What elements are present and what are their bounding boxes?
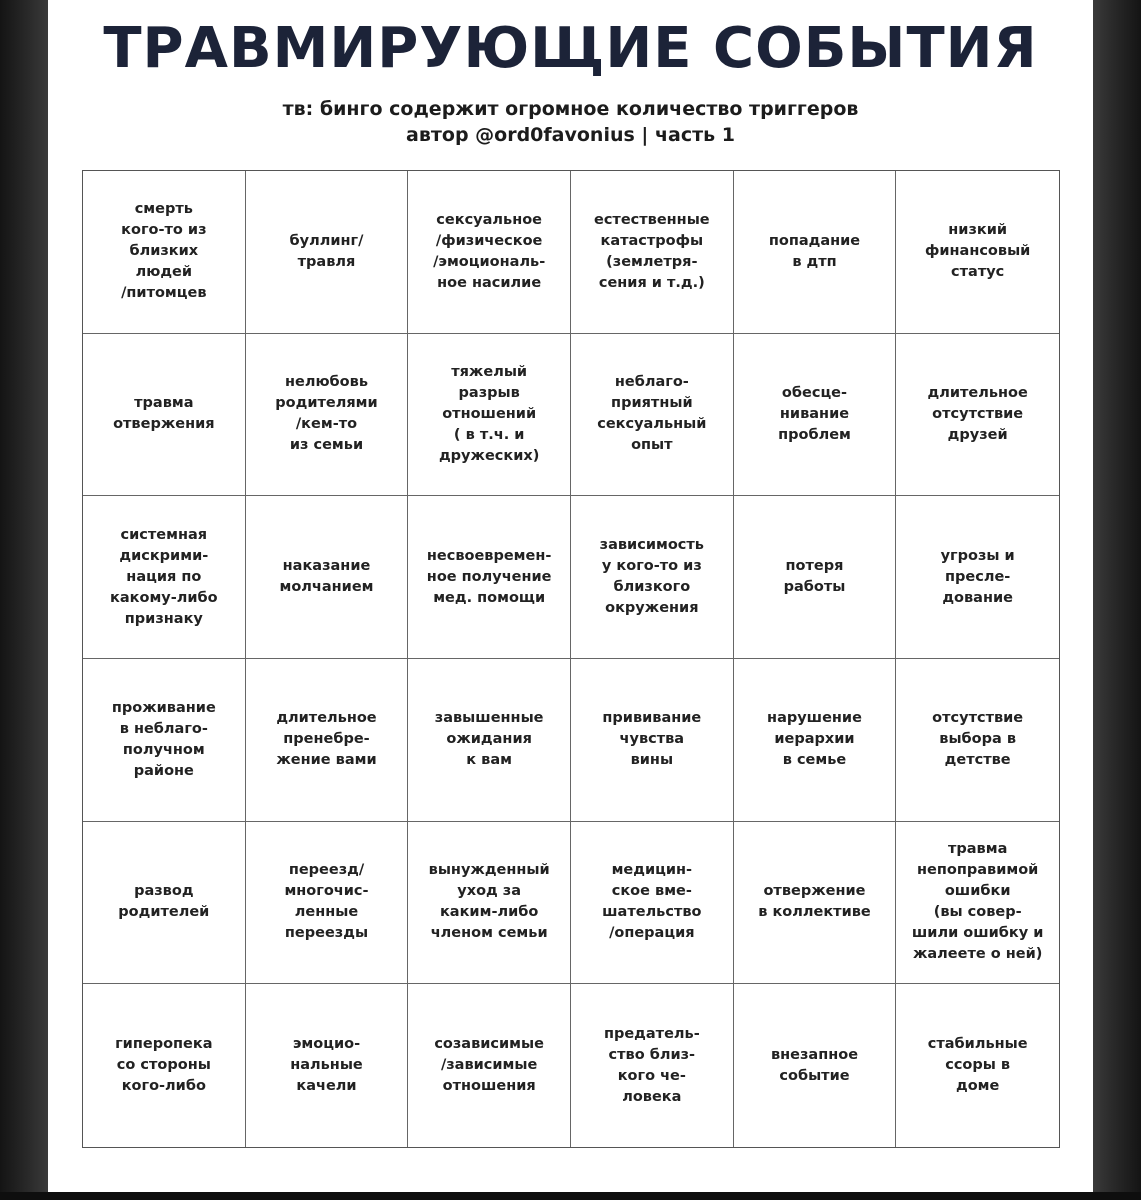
page-title: ТРАВМИРУЮЩИЕ СОБЫТИЯ — [103, 16, 1038, 81]
bingo-cell-r1-c3[interactable]: сексуальное /физическое /эмоциональ- ное насилие — [408, 171, 571, 334]
bingo-cell-r4-c5[interactable]: нарушение иерархии в семье — [734, 659, 897, 822]
bingo-cell-r3-c4[interactable]: зависимость у кого-то из близкого окружения — [571, 496, 734, 659]
bingo-cell-r5-c1[interactable]: развод родителей — [83, 822, 246, 985]
trigger-warning: тв: бинго содержит огромное количество триггеров — [282, 98, 859, 120]
bingo-cell-r5-c4[interactable]: медицин- ское вме- шательство /операция — [571, 822, 734, 985]
bingo-cell-r1-c4[interactable]: естественные катастрофы (землетря- сения и т.д.) — [571, 171, 734, 334]
bingo-cell-r6-c1[interactable]: гиперопека со стороны кого-либо — [83, 984, 246, 1147]
bingo-cell-r4-c3[interactable]: завышенные ожидания к вам — [408, 659, 571, 822]
author-credit: автор @ord0favonius | часть 1 — [406, 124, 735, 146]
bingo-cell-r5-c6[interactable]: травма непоправимой ошибки (вы совер- шили ошибку и жалеете о ней) — [896, 822, 1059, 985]
bingo-cell-r5-c3[interactable]: вынужденный уход за каким-либо членом семьи — [408, 822, 571, 985]
bingo-cell-r4-c1[interactable]: проживание в неблаго- получном районе — [83, 659, 246, 822]
bingo-cell-r3-c3[interactable]: несвоевремен- ное получение мед. помощи — [408, 496, 571, 659]
bingo-cell-r2-c6[interactable]: длительное отсутствие друзей — [896, 334, 1059, 497]
bingo-cell-r6-c4[interactable]: предатель- ство близ- кого че- ловека — [571, 984, 734, 1147]
bingo-cell-r2-c5[interactable]: обесце- нивание проблем — [734, 334, 897, 497]
bingo-sheet — [48, 0, 1093, 1192]
bottom-dark-border — [0, 1192, 1141, 1200]
bingo-cell-r2-c1[interactable]: травма отвержения — [83, 334, 246, 497]
bingo-cell-r4-c6[interactable]: отсутствие выбора в детстве — [896, 659, 1059, 822]
left-dark-border — [0, 0, 48, 1200]
bingo-cell-r3-c1[interactable]: системная дискрими- нация по какому-либо признаку — [83, 496, 246, 659]
bingo-cell-r3-c6[interactable]: угрозы и пресле- дование — [896, 496, 1059, 659]
bingo-cell-r4-c2[interactable]: длительное пренебре- жение вами — [246, 659, 409, 822]
bingo-cell-r3-c5[interactable]: потеря работы — [734, 496, 897, 659]
bingo-cell-r1-c5[interactable]: попадание в дтп — [734, 171, 897, 334]
right-dark-border — [1093, 0, 1141, 1200]
bingo-cell-r1-c6[interactable]: низкий финансовый статус — [896, 171, 1059, 334]
bingo-cell-r1-c1[interactable]: смерть кого-то из близких людей /питомцев — [83, 171, 246, 334]
bingo-cell-r4-c4[interactable]: прививание чувства вины — [571, 659, 734, 822]
bingo-cell-r2-c3[interactable]: тяжелый разрыв отношений ( в т.ч. и дружеских) — [408, 334, 571, 497]
bingo-cell-r6-c6[interactable]: стабильные ссоры в доме — [927, 1036, 1028, 1095]
bingo-cell-r3-c2[interactable]: наказание молчанием — [246, 496, 409, 659]
bingo-cell-r6-c3[interactable]: созависимые /зависимые отношения — [408, 984, 571, 1147]
bingo-grid — [82, 170, 1060, 1148]
bingo-cell-r6-c2[interactable]: эмоцио- нальные качели — [246, 984, 409, 1147]
bingo-cell-r6-c5[interactable]: внезапное событие — [734, 984, 897, 1147]
bingo-cell-r5-c2[interactable]: переезд/ многочис- ленные переезды — [246, 822, 409, 985]
bingo-cell-r1-c2[interactable]: буллинг/ травля — [246, 171, 409, 334]
bingo-cell-r5-c5[interactable]: отвержение в коллективе — [734, 822, 897, 985]
bingo-cell-r2-c4[interactable]: неблаго- приятный сексуальный опыт — [571, 334, 734, 497]
bingo-cell-r2-c2[interactable]: нелюбовь родителями /кем-то из семьи — [246, 334, 409, 497]
